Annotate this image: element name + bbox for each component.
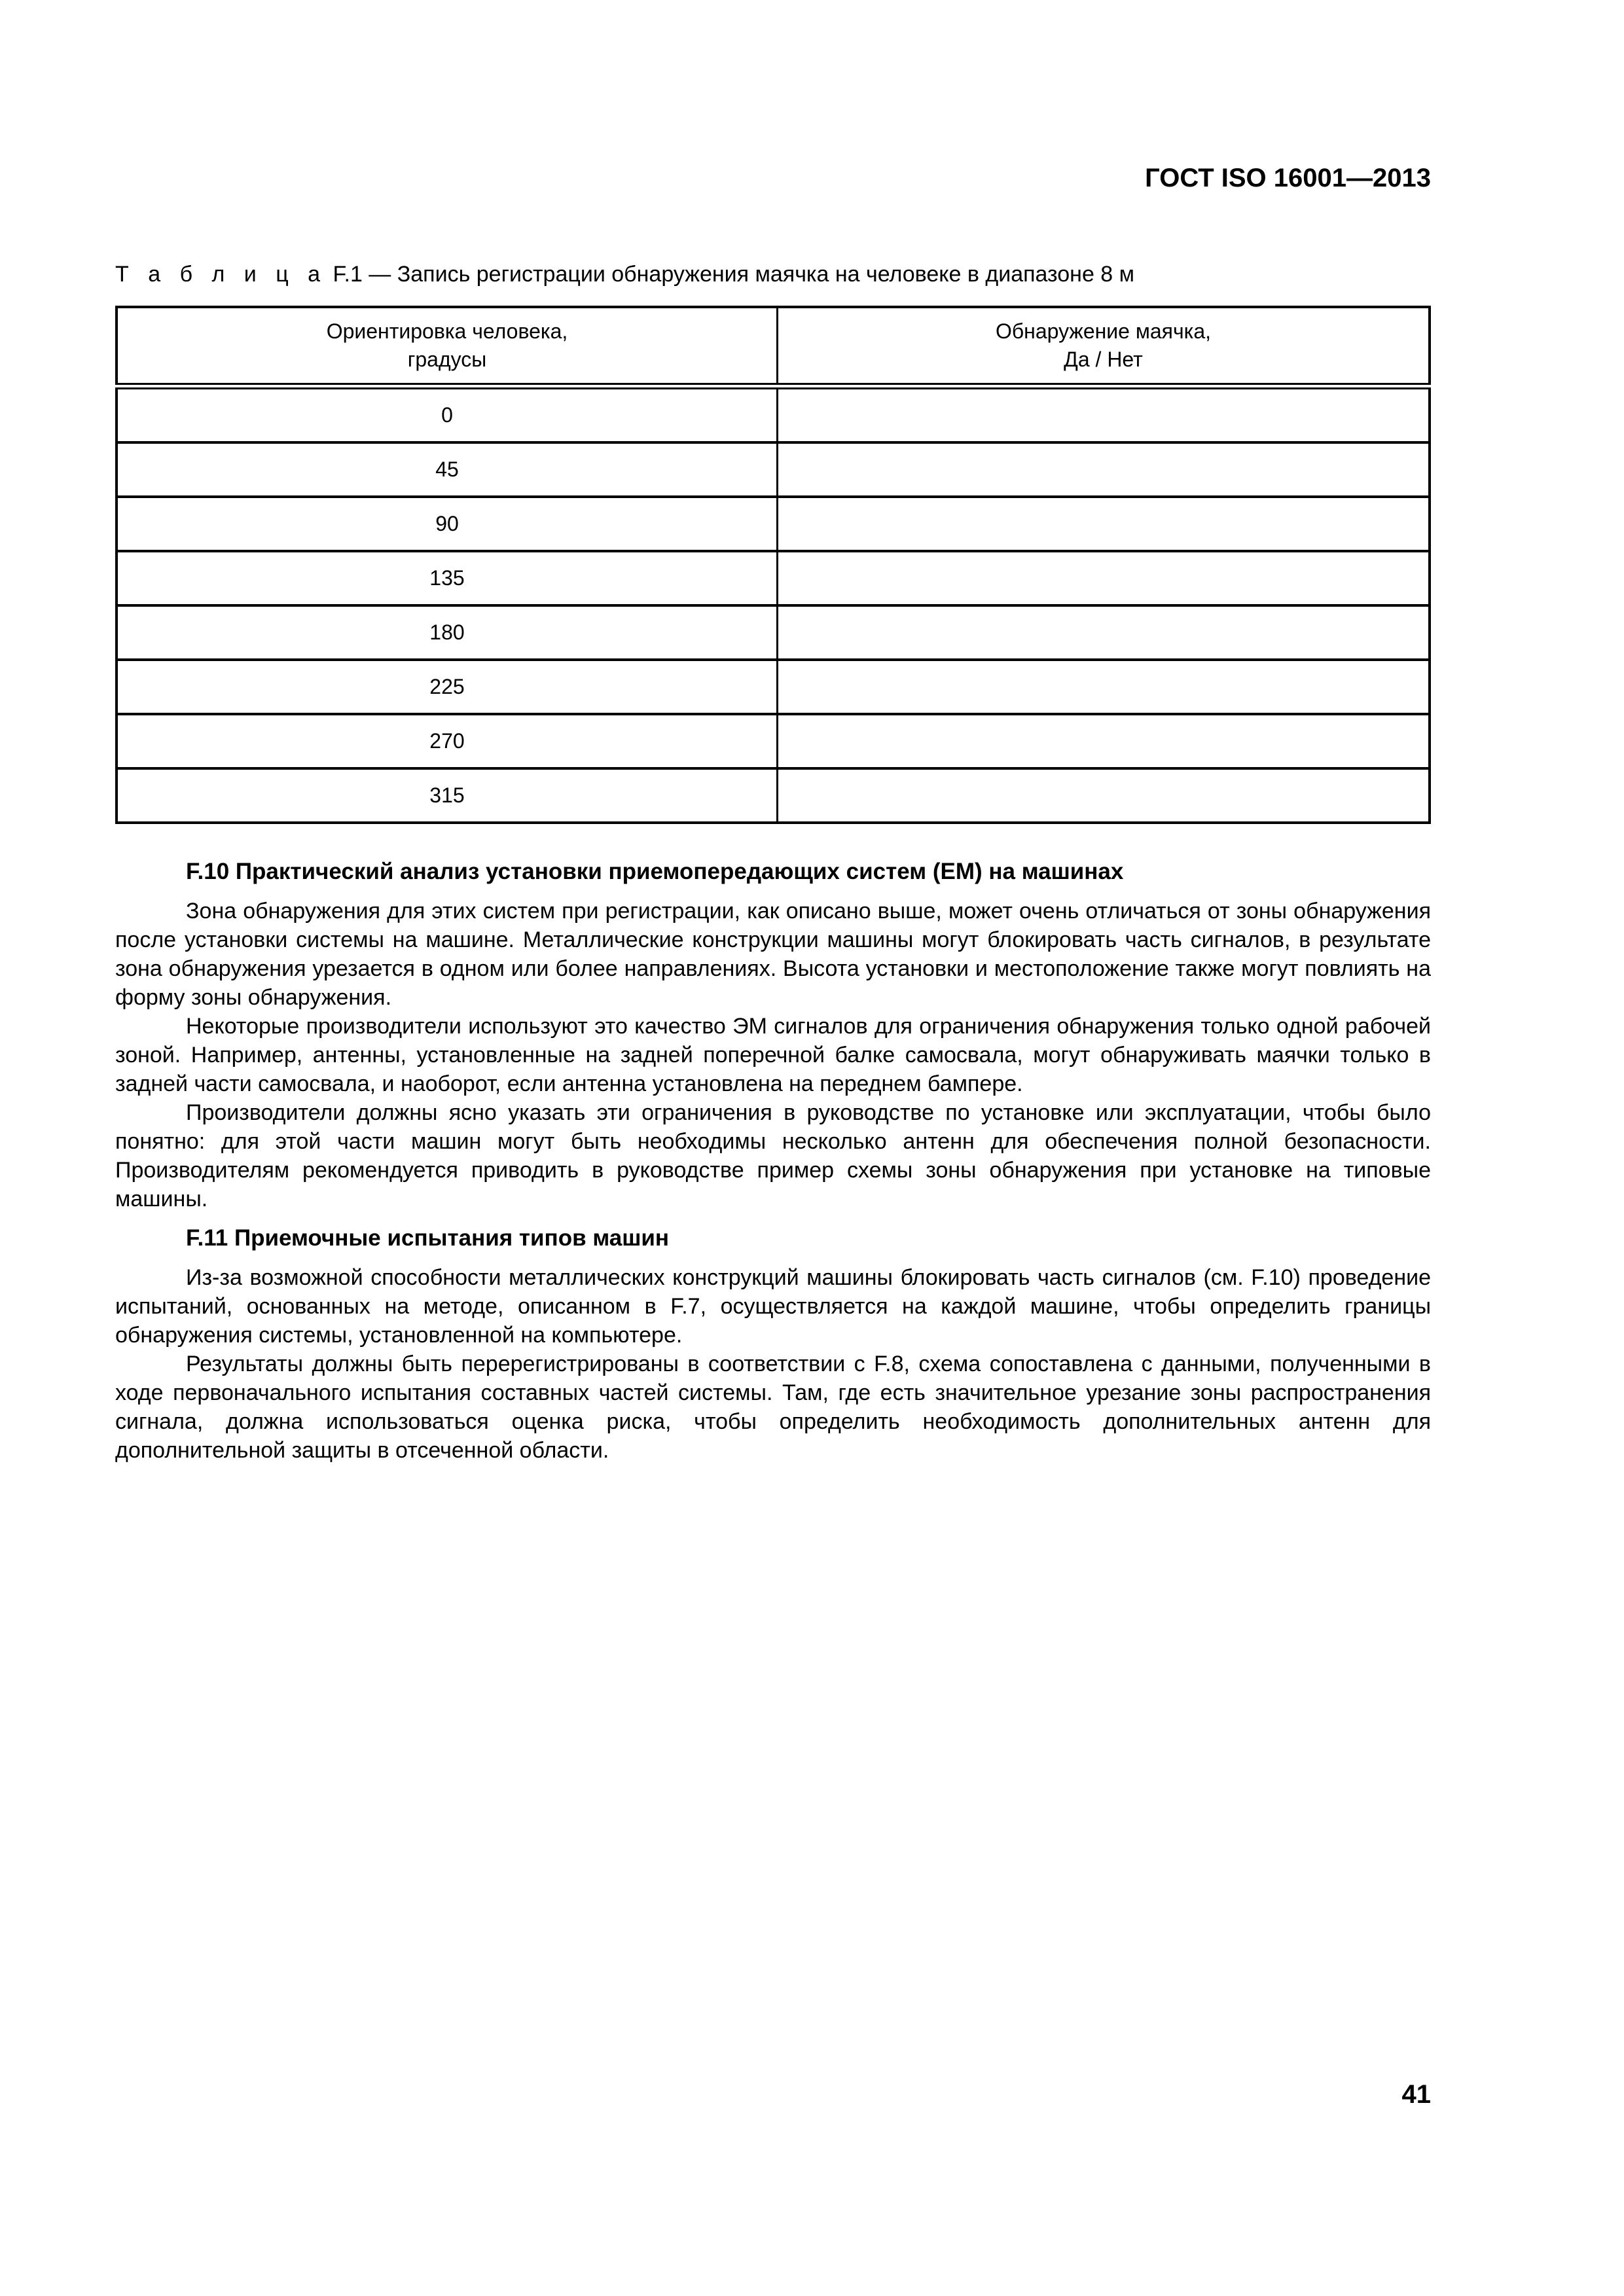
table-row bbox=[117, 442, 1430, 497]
section-f11 bbox=[115, 1224, 1431, 1465]
column-header-detection bbox=[778, 307, 1430, 386]
section-heading: F.11 Приемочные испытания типов машин bbox=[186, 1225, 670, 1251]
detection-cell bbox=[778, 551, 1430, 605]
table-row bbox=[117, 768, 1430, 823]
table-caption-prefix: Т а б л и ц а bbox=[115, 262, 327, 287]
paragraph: Из-за возможной способности металлических конструкций машины блокировать часть сигналов (см. F.10) проведение испытаний, основанных на методе, описанном в F.7, осуществляется на каждой машине, чтобы определить границы обнаружения системы, установленной на компьютере. bbox=[115, 1265, 1431, 1348]
paragraph: Производители должны ясно указать эти ограничения в руководстве по установке или эксплуатации, чтобы было понятно: для этой части машин могут быть необходимы несколько антенн для обеспечения полной безопасности. Производителям рекомендуется приводить в руководстве пример схемы зоны обнаружения при установке на типовые машины. bbox=[115, 1100, 1431, 1211]
detection-cell bbox=[778, 386, 1430, 442]
column-header-line: Да / Нет bbox=[1064, 348, 1143, 371]
column-header-line: Обнаружение маячка, bbox=[995, 319, 1212, 343]
paragraph: Результаты должны быть перерегистрированы в соответствии с F.8, схема сопоставлена с данными, полученными в ходе первоначального испытания составных частей системы. Там, где есть значительное урезание зоны распространения сигнала, должна использоваться оценка риска, чтобы определить необходимость дополнительных антенн для дополнительной защиты в отсеченной области. bbox=[115, 1352, 1431, 1463]
column-header-orientation bbox=[117, 307, 778, 386]
column-header-line: Ориентировка человека, bbox=[326, 319, 568, 343]
orientation-cell: 0 bbox=[117, 386, 778, 442]
table-row bbox=[117, 386, 1430, 442]
detection-cell bbox=[778, 714, 1430, 768]
paragraph: Некоторые производители используют это качество ЭМ сигналов для ограничения обнаружения только одной рабочей зоной. Например, антенны, установленные на задней поперечной балке самосвала, могут обнаруживать маячки только в задней части самосвала, и наоборот, если антенна установлена на переднем бампере. bbox=[115, 1014, 1431, 1096]
orientation-cell: 90 bbox=[117, 497, 778, 551]
orientation-cell: 270 bbox=[117, 714, 778, 768]
section-heading: F.10 Практический анализ установки приемопередающих систем (ЕМ) на машинах bbox=[186, 859, 1124, 884]
detection-cell bbox=[778, 605, 1430, 660]
orientation-cell: 315 bbox=[117, 768, 778, 823]
table-caption-text: F.1 — Запись регистрации обнаружения маячка на человеке в диапазоне 8 м bbox=[327, 262, 1135, 287]
orientation-cell: 180 bbox=[117, 605, 778, 660]
detection-cell bbox=[778, 442, 1430, 497]
orientation-cell: 225 bbox=[117, 660, 778, 714]
orientation-cell: 135 bbox=[117, 551, 778, 605]
beacon-detection-table bbox=[115, 306, 1431, 824]
detection-cell bbox=[778, 768, 1430, 823]
table-row bbox=[117, 660, 1430, 714]
table-row bbox=[117, 497, 1430, 551]
table-row bbox=[117, 605, 1430, 660]
detection-cell bbox=[778, 660, 1430, 714]
table-header-row bbox=[117, 307, 1430, 386]
paragraph: Зона обнаружения для этих систем при регистрации, как описано выше, может очень отличаться от зоны обнаружения после установки системы на машине. Металлические конструкции машины могут блокировать часть сигналов, в результате зона обнаружения урезается в одном или более направлениях. Высота установки и местоположение также могут повлиять на форму зоны обнаружения. bbox=[115, 899, 1431, 1010]
detection-cell bbox=[778, 497, 1430, 551]
section-f10 bbox=[115, 857, 1431, 1213]
document-body bbox=[115, 857, 1431, 1465]
table-row bbox=[117, 551, 1430, 605]
document-standard-id: ГОСТ ISO 16001—2013 bbox=[1145, 164, 1431, 192]
column-header-line: градусы bbox=[407, 348, 487, 371]
table-caption bbox=[115, 262, 1134, 287]
orientation-cell: 45 bbox=[117, 442, 778, 497]
page-number: 41 bbox=[1401, 2080, 1431, 2109]
table-row bbox=[117, 714, 1430, 768]
